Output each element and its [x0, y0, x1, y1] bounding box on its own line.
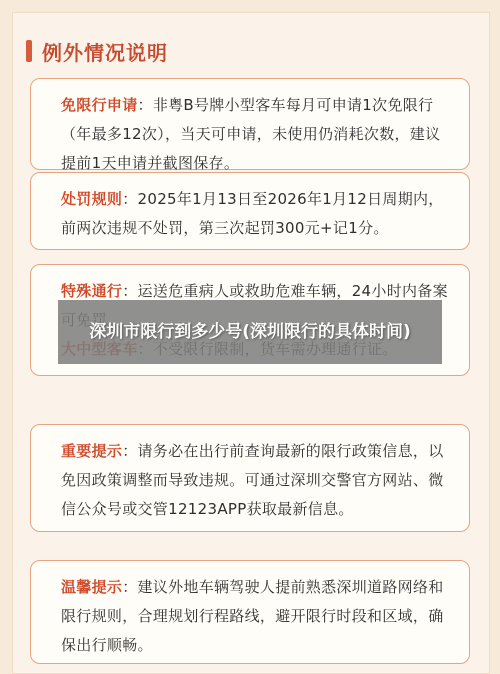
penalty-text: ：2025年1月13日至2026年1月12日周期内，前两次违规不处罚，第三次起罚300元+记1分。: [61, 190, 444, 237]
important-paragraph: [61, 437, 451, 524]
important-text: ：请务必在出行前查询最新的限行政策信息，以免因政策调整而导致违规。可通过深圳交警官方网站、微信公众号或交管12123APP获取最新信息。: [61, 442, 444, 518]
exemption-card: [30, 78, 470, 170]
penalty-paragraph: [61, 185, 451, 243]
exemption-paragraph: [61, 91, 451, 178]
special-label: 特殊通行: [61, 282, 123, 300]
overlay-title: 深圳市限行到多少号(深圳限行的具体时间): [89, 321, 411, 342]
tip-paragraph: [61, 573, 451, 660]
tip-text: ：建议外地车辆驾驶人提前熟悉深圳道路网络和限行规则，合理规划行程路线，避开限行时段和区域，确保出行顺畅。: [61, 578, 444, 654]
exemption-label: 免限行申请: [61, 96, 138, 114]
section-title: 例外情况说明: [42, 40, 168, 65]
tip-card: [30, 560, 470, 664]
important-label: 重要提示: [61, 442, 123, 460]
tip-label: 温馨提示: [61, 578, 123, 596]
important-card: [30, 424, 470, 532]
title-overlay: [58, 300, 442, 364]
header-accent-bar: [26, 40, 32, 62]
section-header: [26, 38, 168, 64]
special-text: ：运送危重病人或救助危难车辆，24小时内备案: [122, 282, 448, 300]
penalty-label: 处罚规则: [61, 190, 123, 208]
exemption-text: ：非粤B号牌小型客车每月可申请1次免限行（年最多12次），当天可申请，未使用仍消耗次数，建议提前1天申请并截图保存。: [61, 96, 441, 172]
penalty-card: [30, 172, 470, 250]
